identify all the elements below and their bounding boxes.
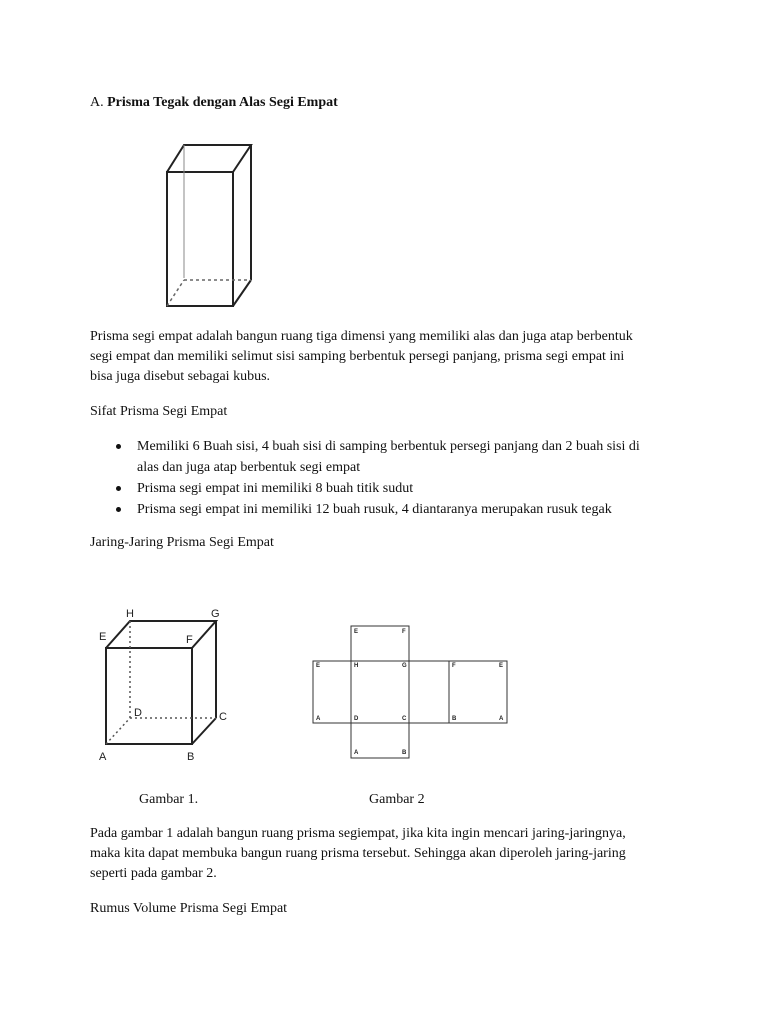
vertex-label-a: A xyxy=(99,751,107,763)
explanation-paragraph xyxy=(90,824,680,884)
net-label: G xyxy=(402,663,407,669)
net-label: F xyxy=(452,663,456,669)
explanation-line: Pada gambar 1 adalah bangun ruang prisma segiempat, jika kita ingin mencari jaring-jaringnya, xyxy=(90,826,626,841)
vertex-label-h: H xyxy=(126,608,134,620)
net-label: D xyxy=(354,716,359,722)
vertex-label-f: F xyxy=(186,634,193,646)
net-label: A xyxy=(499,716,504,722)
vertex-label-b: B xyxy=(187,751,195,763)
net-label: H xyxy=(354,663,359,669)
list-item-text: alas dan juga atap berbentuk segi empat xyxy=(137,460,361,475)
vertex-label-c: C xyxy=(219,711,227,723)
net-label: F xyxy=(402,629,406,635)
net-label: A xyxy=(316,716,321,722)
net-label: B xyxy=(402,750,407,756)
net-label: B xyxy=(452,716,457,722)
vertex-label-g: G xyxy=(211,608,220,620)
section-letter: A. xyxy=(90,95,104,110)
explanation-line: seperti pada gambar 2. xyxy=(90,866,217,881)
net-label: E xyxy=(354,629,359,635)
list-item-text: Prisma segi empat ini memiliki 12 buah rusuk, 4 diantaranya merupakan rusuk tegak xyxy=(137,502,612,517)
intro-line: segi empat dan memiliki selimut sisi samping berbentuk persegi panjang, prisma segi empat ini xyxy=(90,349,625,364)
net-label: C xyxy=(402,716,407,722)
net-label: E xyxy=(499,663,504,669)
vertex-label-e: E xyxy=(99,631,107,643)
vertex-label-d: D xyxy=(134,707,142,719)
net-label: A xyxy=(354,750,359,756)
list-item-text: Memiliki 6 Buah sisi, 4 buah sisi di samping berbentuk persegi panjang dan 2 buah sisi di xyxy=(137,439,640,454)
properties-heading: Sifat Prisma Segi Empat xyxy=(90,404,228,419)
intro-line: bisa juga disebut sebagai kubus. xyxy=(90,369,271,384)
volume-heading: Rumus Volume Prisma Segi Empat xyxy=(90,901,288,916)
explanation-line: maka kita dapat membuka bangun ruang prisma tersebut. Sehingga akan diperoleh jaring-jaring xyxy=(90,846,626,861)
net-heading: Jaring-Jaring Prisma Segi Empat xyxy=(90,535,274,550)
figure2-caption: Gambar 2 xyxy=(369,792,425,807)
intro-line: Prisma segi empat adalah bangun ruang tiga dimensi yang memiliki alas dan juga atap berbentuk xyxy=(90,329,633,344)
net-label: E xyxy=(316,663,321,669)
section-title: Prisma Tegak dengan Alas Segi Empat xyxy=(107,95,338,110)
list-item-text: Prisma segi empat ini memiliki 8 buah titik sudut xyxy=(137,481,414,496)
figure1-caption: Gambar 1. xyxy=(139,792,199,807)
